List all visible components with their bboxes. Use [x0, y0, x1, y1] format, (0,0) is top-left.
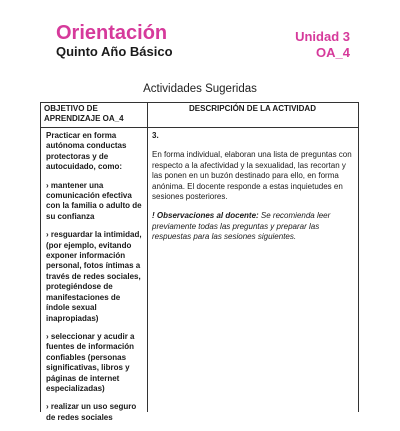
description-cell: [152, 131, 355, 243]
table-header-row: [41, 103, 358, 128]
activity-description: En forma individual, elaboran una lista de preguntas con respecto a la afectividad y la sexualidad, las recortan y las ponen en un buzón destinado para ello, en forma anónima. El docente responde a estas inquietudes en sesiones posteriores.: [152, 150, 352, 202]
activity-number: 3.: [152, 131, 159, 140]
observation-label: ! Observaciones al docente:: [152, 211, 259, 221]
description-column-header: DESCRIPCIÓN DE LA ACTIVIDAD: [189, 104, 316, 113]
objective-item: › realizar un uso seguro de redes sociales: [46, 402, 137, 422]
section-title: Actividades Sugeridas: [143, 83, 257, 95]
objective-item: › seleccionar y acudir a fuentes de información confiables (personas significativas, libros y páginas de internet especializadas): [46, 331, 135, 393]
unit-label: Unidad 3: [295, 29, 350, 44]
objective-cell: [46, 131, 146, 431]
column-divider: [147, 103, 148, 412]
page-subtitle: Quinto Año Básico: [56, 44, 173, 59]
oa-label: OA_4: [316, 45, 350, 60]
page-header: [0, 0, 400, 70]
page-title: Orientación: [56, 22, 168, 44]
teacher-observation: [152, 211, 355, 242]
objective-column-header: OBJETIVO DE APRENDIZAJE OA_4: [44, 104, 124, 123]
objective-intro: Practicar en forma autónoma conductas protectoras y de autocuidado, como:: [46, 131, 127, 172]
objective-item: › resguardar la intimidad, (por ejemplo, evitando exponer información personal, fotos íntimas a través de redes sociales, protegiéndose de manifestaciones de índole sexual inapropiadas): [46, 230, 142, 323]
activities-table: [40, 102, 359, 422]
observation-text: Se recomienda leer previamente todas las preguntas y preparar las respuestas para las sesiones siguientes.: [152, 211, 331, 242]
objective-item: › mantener una comunicación efectiva con la familia o adulto de su confianza: [46, 180, 142, 221]
